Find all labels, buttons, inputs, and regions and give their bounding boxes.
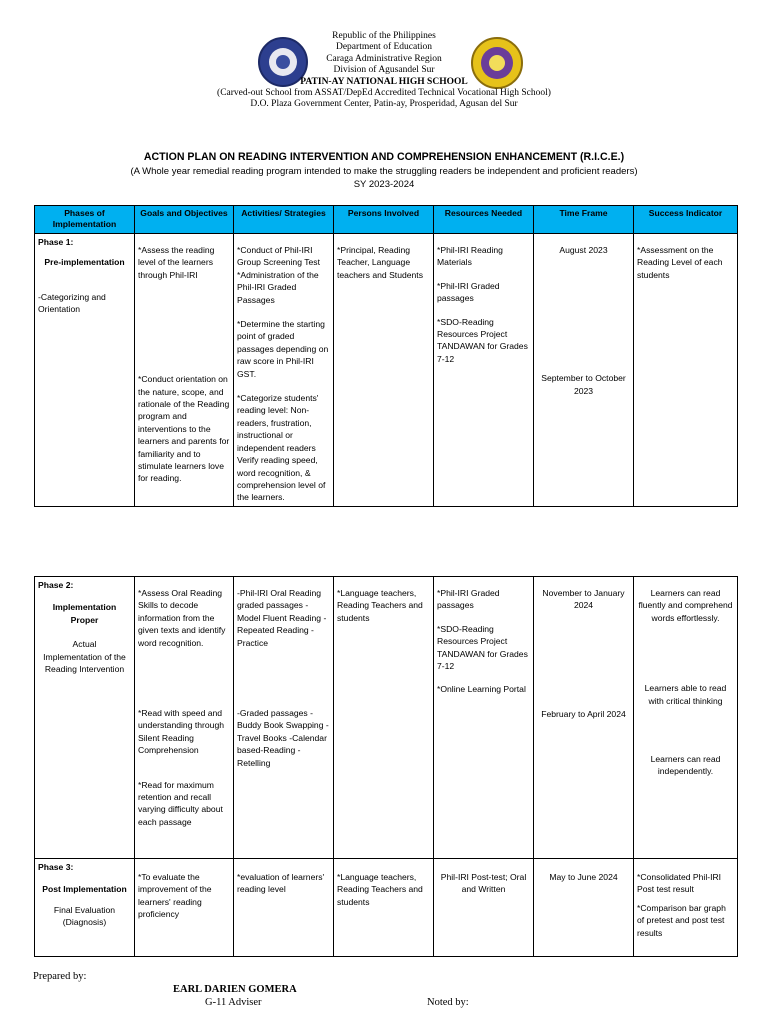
persons-text: *Principal, Reading Teacher, Language teachers and Students xyxy=(337,245,423,280)
prepared-by-label: Prepared by: xyxy=(33,971,87,982)
action-plan-table-continued xyxy=(34,576,738,957)
resources-cell xyxy=(434,577,534,859)
goals-cell xyxy=(135,234,234,507)
phase-sub: Actual Implementation of the Reading Intervention xyxy=(43,639,126,675)
timeframe-cell xyxy=(534,859,634,957)
timeframe-text: August 2023 xyxy=(559,245,608,255)
goal-text: *Conduct orientation on the nature, scope, and rationale of the Reading program and interventions to the learners and parents for familiarity and to stimulate learners love for reading. xyxy=(138,374,230,484)
noted-by-label: Noted by: xyxy=(427,997,469,1008)
timeframe-text: May to June 2024 xyxy=(549,872,618,882)
preparer-role: G-11 Adviser xyxy=(205,997,262,1008)
goals-cell xyxy=(135,577,234,859)
column-header: Goals and Objectives xyxy=(135,206,234,234)
column-header: Resources Needed xyxy=(434,206,534,234)
activities-cell xyxy=(234,577,334,859)
success-text: Learners able to read with critical thinking xyxy=(644,683,727,706)
column-header: Time Frame xyxy=(534,206,634,234)
letterhead-line: Republic of the Philippines xyxy=(332,31,436,41)
table-row xyxy=(35,577,738,859)
phase-label: Phase 3: xyxy=(38,862,74,872)
activity-text: -Phil-IRI Oral Reading graded passages -Model Fluent Reading -Repeated Reading -Practice xyxy=(237,588,327,648)
resources-cell xyxy=(434,234,534,507)
activities-cell xyxy=(234,234,334,507)
timeframe-text: November to January 2024 xyxy=(542,588,625,611)
persons-cell xyxy=(334,859,434,957)
resource-text: *Phil-IRI Graded passages xyxy=(437,280,500,304)
column-header: Success Indicator xyxy=(634,206,738,234)
resource-text: *SDO-Reading Resources Project TANDAWAN for Grades 7-12 xyxy=(437,623,528,672)
phase-label: Phase 1: xyxy=(38,237,74,247)
persons-cell xyxy=(334,577,434,859)
timeframe-cell xyxy=(534,234,634,507)
timeframe-text: February to April 2024 xyxy=(541,708,626,719)
timeframe-cell xyxy=(534,577,634,859)
phase-sub: -Categorizing and Orientation xyxy=(38,291,106,315)
letterhead-line: (Carved-out School from ASSAT/DepEd Accredited Technical Vocational High School) xyxy=(217,88,551,99)
success-text: Learners can read independently. xyxy=(650,754,721,777)
success-text: *Consolidated Phil-IRI Post test result xyxy=(637,872,722,895)
persons-text: *Language teachers, Reading Teachers and students xyxy=(337,588,423,623)
activity-text: *Conduct of Phil-IRI Group Screening Test *Administration of the Phil-IRI Graded Passages xyxy=(237,245,320,305)
resource-text: *SDO-Reading Resources Project TANDAWAN for Grades 7-12 xyxy=(437,316,528,364)
table-row xyxy=(35,859,738,957)
resources-cell xyxy=(434,859,534,957)
persons-cell xyxy=(334,234,434,507)
goal-text: *Read with speed and understanding through Silent Reading Comprehension xyxy=(138,708,225,756)
activity-text: *evaluation of learners' reading level xyxy=(237,872,325,895)
table-row xyxy=(35,234,738,507)
resource-text: *Phil-IRI Reading Materials xyxy=(437,245,503,268)
goal-text: *Read for maximum retention and recall varying difficulty about each passage xyxy=(138,779,223,827)
activity-text: *Categorize students' reading level: Non-readers, frustration, instructional or independent readers Verify reading speed, word recognition, & comprehension level of the learners. xyxy=(237,393,326,503)
activities-cell xyxy=(234,859,334,957)
persons-text: *Language teachers, Reading Teachers and students xyxy=(337,872,423,907)
document-subtitle: (A Whole year remedial reading program intended to make the struggling readers be independent and proficient readers) xyxy=(130,166,638,177)
phase-sub: Final Evaluation (Diagnosis) xyxy=(53,904,116,928)
phase-label: Phase 2: xyxy=(38,580,74,590)
resource-text: *Phil-IRI Graded passages xyxy=(437,588,500,611)
goal-text: *Assess the reading level of the learners through Phil-IRI xyxy=(138,245,215,280)
preparer-name: EARL DARIEN GOMERA xyxy=(173,984,297,995)
school-year: SY 2023-2024 xyxy=(353,179,415,190)
success-cell xyxy=(634,859,738,957)
phase-cell xyxy=(35,859,135,957)
phase-name: Implementation Proper xyxy=(52,602,117,625)
document-title: ACTION PLAN ON READING INTERVENTION AND COMPREHENSION ENHANCEMENT (R.I.C.E.) xyxy=(143,151,625,163)
activity-text: *Determine the starting point of graded passages depending on raw score in Phil-IRI GST. xyxy=(237,319,329,379)
letterhead-line: Department of Education xyxy=(335,42,433,53)
timeframe-text: September to October 2023 xyxy=(541,373,626,396)
phase-cell xyxy=(35,234,135,507)
success-text: *Comparison bar graph of pretest and post test results xyxy=(637,902,726,938)
school-name: PATIN-AY NATIONAL HIGH SCHOOL xyxy=(300,76,468,87)
goal-text: *To evaluate the improvement of the learners' reading proficiency xyxy=(138,872,212,920)
phase-cell xyxy=(35,577,135,859)
success-cell xyxy=(634,234,738,507)
phase-name: Post Implementation xyxy=(42,884,127,895)
goals-cell xyxy=(135,859,234,957)
letterhead-line: Caraga Administrative Region xyxy=(326,53,442,64)
phase-name: Pre-implementation xyxy=(44,257,125,268)
column-header: Persons Involved xyxy=(334,206,434,234)
success-text: *Assessment on the Reading Level of each students xyxy=(637,245,723,280)
goal-text: *Assess Oral Reading Skills to decode information from the given texts and identify word recognition. xyxy=(138,588,226,648)
resource-text: *Online Learning Portal xyxy=(437,684,526,695)
letterhead-line: D.O. Plaza Government Center, Patin-ay, Prosperidad, Agusan del Sur xyxy=(250,99,518,110)
letterhead xyxy=(0,31,768,111)
success-cell xyxy=(634,577,738,859)
activity-text: -Graded passages -Buddy Book Swapping -Travel Books -Calendar based-Reading -Retelling xyxy=(237,708,329,768)
letterhead-line: Division of Agusandel Sur xyxy=(333,65,435,76)
resource-text: Phil-IRI Post-test; Oral and Written xyxy=(440,872,527,895)
column-header: Activities/ Strategies xyxy=(234,206,334,234)
column-header: Phases of Implementation xyxy=(35,206,135,234)
action-plan-table xyxy=(34,205,738,507)
success-text: Learners can read fluently and comprehend words effortlessly. xyxy=(638,588,733,623)
